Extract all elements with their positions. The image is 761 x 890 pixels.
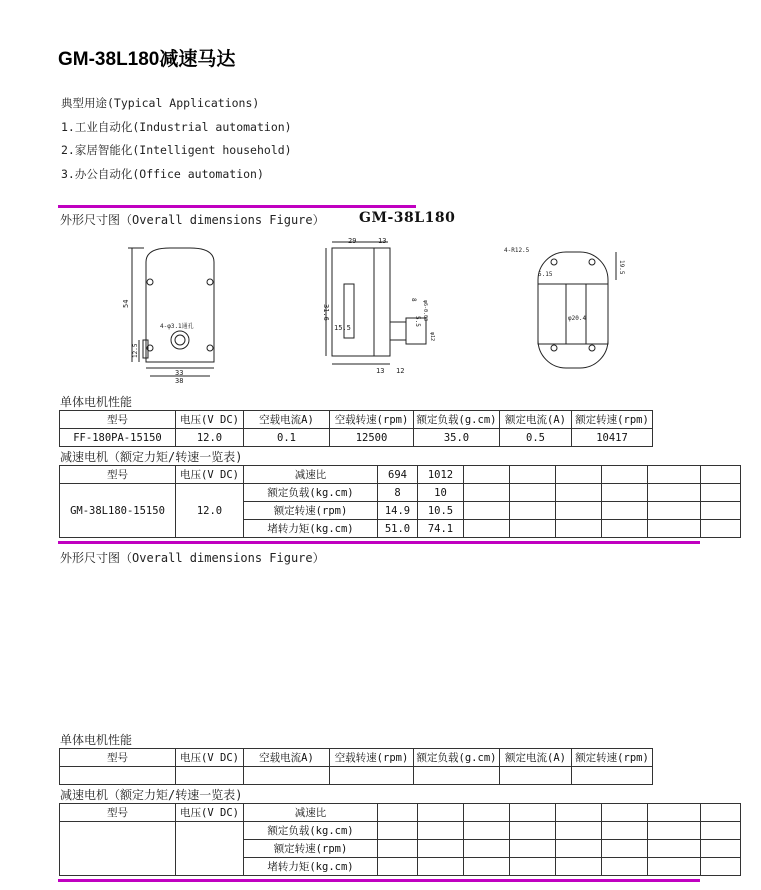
row-label: 减速比: [244, 804, 378, 822]
cell: 10.5: [418, 502, 464, 520]
cell: 12.0: [176, 429, 244, 447]
voltage-cell: 12.0: [176, 484, 244, 538]
header-cell: 额定负载(g.cm): [414, 411, 500, 429]
header-cell: 空载电流A): [244, 411, 330, 429]
side-gear-depth-label: 13: [378, 237, 387, 245]
front-hole-label: 12.5: [132, 343, 139, 358]
header-cell: 型号: [60, 749, 176, 767]
cell: 14.9: [378, 502, 418, 520]
side-height-label: 31.6: [322, 304, 330, 321]
side-55-label: 5.5: [414, 316, 421, 327]
section-divider: [58, 879, 700, 882]
table-row: [60, 822, 741, 840]
table-row: [60, 429, 653, 447]
application-item: 2.家居智能化(Intelligent household): [61, 143, 292, 157]
cell: 8: [378, 484, 418, 502]
side-offset-label: 15.5: [334, 324, 351, 332]
cell: 12500: [330, 429, 414, 447]
table-row: [60, 804, 741, 822]
back-195-label: 19.5: [618, 260, 625, 275]
cell: 0.1: [244, 429, 330, 447]
table-row: [60, 484, 741, 502]
front-view-drawing: [120, 236, 230, 388]
dimensions-heading: 外形尺寸图（Overall dimensions Figure）: [60, 213, 325, 227]
header-cell: 型号: [60, 411, 176, 429]
header-cell: 电压(V DC): [176, 466, 244, 484]
side-view-drawing: [318, 234, 438, 384]
header-cell: 型号: [60, 804, 176, 822]
front-width-inner: 33: [175, 369, 184, 377]
side-d12-label: φ12: [429, 332, 435, 342]
cell: 10417: [572, 429, 653, 447]
model-label: GM-38L180: [359, 210, 456, 226]
application-item: 1.工业自动化(Industrial automation): [61, 120, 292, 134]
side-depth-label: 29: [348, 237, 357, 245]
header-cell: 额定电流(A): [500, 411, 572, 429]
header-cell: 电压(V DC): [176, 411, 244, 429]
motor-perf2-heading: 单体电机性能: [60, 733, 133, 747]
gear-perf2-heading: 减速电机（额定力矩/转速一览表): [60, 788, 243, 802]
dimensions2-heading: 外形尺寸图（Overall dimensions Figure）: [60, 551, 325, 565]
cell: 35.0: [414, 429, 500, 447]
header-cell: 空载转速(rpm): [330, 411, 414, 429]
application-item: 3.办公自动化(Office automation): [61, 167, 264, 181]
header-cell: 额定电流(A): [500, 749, 572, 767]
side-shaft-tip-label: 12: [396, 367, 405, 375]
header-cell: 空载转速(rpm): [330, 749, 414, 767]
back-dia-label: φ20.4: [568, 315, 587, 322]
front-hole-note: 4-φ3.1通孔: [160, 323, 194, 330]
header-cell: 额定负载(g.cm): [414, 749, 500, 767]
row-label: 减速比: [244, 466, 378, 484]
side-8-label: 8: [410, 298, 417, 302]
back-radius-label: 4-R12.5: [504, 247, 530, 254]
row-label: 额定负载(kg.cm): [244, 484, 378, 502]
side-shaft-len-label: 13: [376, 367, 385, 375]
row-label: 额定负载(kg.cm): [244, 822, 378, 840]
cell: 1012: [418, 466, 464, 484]
model-cell: GM-38L180-15150: [60, 484, 176, 538]
back-view-drawing: [500, 240, 630, 380]
row-label: 额定转速(rpm): [244, 840, 378, 858]
header-cell: 型号: [60, 466, 176, 484]
header-cell: 电压(V DC): [176, 804, 244, 822]
gear-perf-heading: 减速电机（额定力矩/转速一览表): [60, 450, 243, 464]
table-row: [60, 466, 741, 484]
cell: 694: [378, 466, 418, 484]
applications-heading: 典型用途(Typical Applications): [61, 96, 260, 110]
gear-perf-table: [59, 465, 741, 538]
header-cell: 额定转速(rpm): [572, 749, 653, 767]
header-cell: 电压(V DC): [176, 749, 244, 767]
cell: 10: [418, 484, 464, 502]
section-divider: [58, 205, 416, 208]
motor-perf-heading: 单体电机性能: [60, 395, 133, 409]
front-width-outer: 38: [175, 377, 184, 385]
header-cell: 额定转速(rpm): [572, 411, 653, 429]
row-label: 额定转速(rpm): [244, 502, 378, 520]
motor-perf-table: [59, 410, 653, 447]
section-divider: [58, 541, 700, 544]
table-header-row: [60, 749, 653, 767]
table-header-row: [60, 411, 653, 429]
cell: 0.5: [500, 429, 572, 447]
cell: 74.1: [418, 520, 464, 538]
motor-perf2-table: [59, 748, 653, 785]
cell: FF-180PA-15150: [60, 429, 176, 447]
gear-perf2-table: [59, 803, 741, 876]
header-cell: 空载电流A): [244, 749, 330, 767]
page-title: GM-38L180减速马达: [58, 49, 236, 70]
back-515-label: 5.15: [538, 271, 553, 278]
side-d6-label: φ6-0.03: [422, 300, 428, 322]
cell: 51.0: [378, 520, 418, 538]
front-height-label: 54: [122, 299, 130, 308]
row-label: 堵转力矩(kg.cm): [244, 858, 378, 876]
table-row: [60, 767, 653, 785]
row-label: 堵转力矩(kg.cm): [244, 520, 378, 538]
